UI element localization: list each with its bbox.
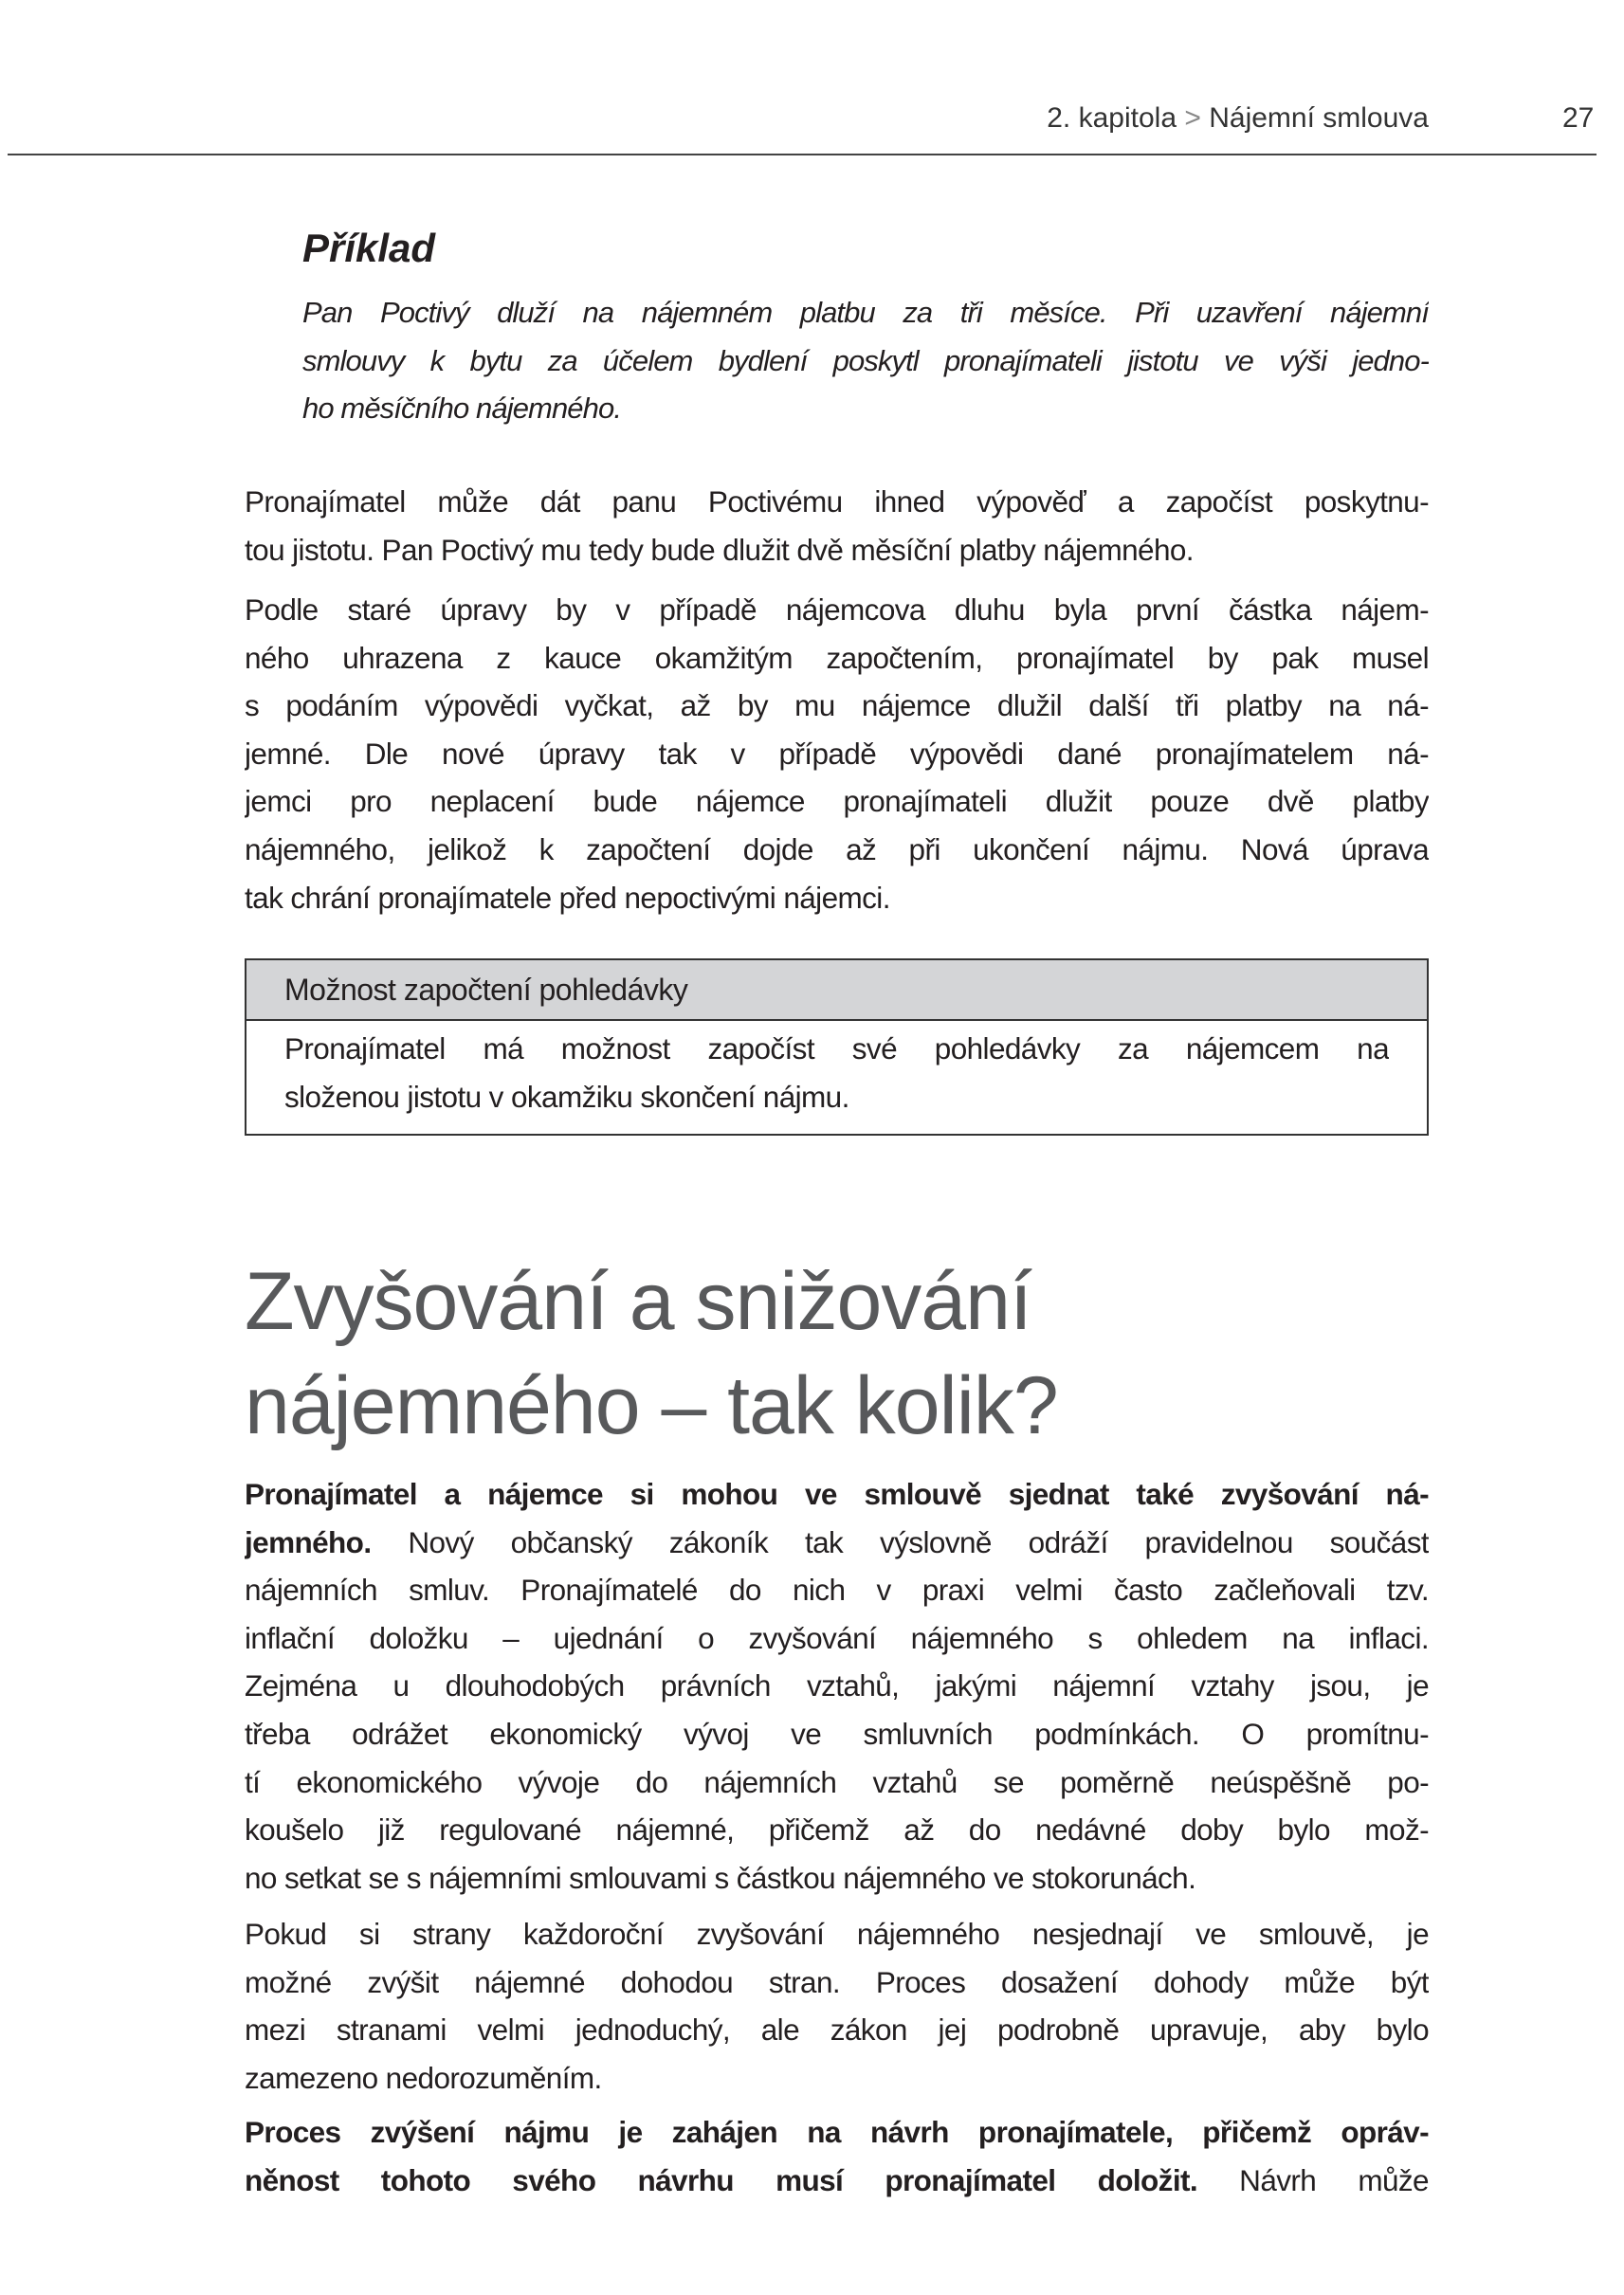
running-header xyxy=(1047,102,1429,135)
text-line: tou jistotu. Pan Poctivý mu tedy bude dlužit dvě měsíční platby nájemného. xyxy=(245,532,1194,567)
text-line xyxy=(245,2006,1429,2054)
paragraph xyxy=(245,586,1429,921)
text-line xyxy=(245,1566,1429,1614)
info-box xyxy=(245,958,1429,1136)
paragraph xyxy=(245,2108,1429,2204)
paragraph xyxy=(245,478,1429,574)
text: Zejména u dlouhodobých právních vztahů, jakými nájemní vztahy jsou, je xyxy=(245,1668,1429,1703)
section-heading-line: nájemného – tak kolik? xyxy=(245,1360,1058,1451)
text-line xyxy=(245,1958,1429,2007)
text: možné zvýšit nájemné dohodou stran. Proces dosažení dohody může být xyxy=(245,1964,1429,1999)
example-title: Příklad xyxy=(302,226,436,270)
section-heading xyxy=(245,1249,1058,1458)
text-line: ho měsíčního nájemného. xyxy=(302,392,622,426)
text-line xyxy=(245,1470,1429,1519)
text-line: Pan Poctivý dluží na nájemném platbu za tři měsíce. Při uzavření nájemní xyxy=(302,296,1429,329)
text-line xyxy=(245,2054,1429,2103)
info-box-text xyxy=(284,1025,1389,1120)
header-rule xyxy=(8,154,1597,155)
text-line: smlouvy k bytu za účelem bydlení poskytl pronajímateli jistotu ve výši jedno- xyxy=(302,343,1429,377)
info-box-title: Možnost započtení pohledávky xyxy=(246,960,1427,1021)
text: koušelo již regulované nájemné, přičemž až do nedávné doby bylo mož- xyxy=(245,1812,1429,1848)
text-line: Pronajímatel může dát panu Poctivému ihned výpověď a započíst poskytnu- xyxy=(245,484,1429,519)
text-line xyxy=(245,1806,1429,1854)
text-line xyxy=(245,1710,1429,1758)
text-line: Podle staré úpravy by v případě nájemcova dluhu byla první částka nájem- xyxy=(245,592,1429,627)
text-line: Pronajímatel má možnost započíst své pohledávky za nájemcem na xyxy=(284,1031,1389,1066)
text: zamezeno nedorozuměním. xyxy=(245,2060,602,2095)
text-line: složenou jistotu v okamžiku skončení nájmu. xyxy=(284,1079,849,1114)
text-line xyxy=(245,1614,1429,1663)
text: inflační doložku – ujednání o zvyšování nájemného s ohledem na inflaci. xyxy=(245,1620,1429,1655)
paragraph xyxy=(245,1910,1429,2102)
text: mezi stranami velmi jednoduchý, ale zákon jej podrobně upravuje, aby bylo xyxy=(245,2013,1429,2048)
text-line xyxy=(245,1758,1429,1807)
text-line xyxy=(245,1662,1429,1710)
header-section: Nájemní smlouva xyxy=(1209,102,1429,134)
text-line: ného uhrazena z kauce okamžitým započtením, pronajímatel by pak musel xyxy=(245,640,1429,675)
bold-text: něnost tohoto svého návrhu musí pronajímatel doložit. xyxy=(245,2162,1198,2197)
example-text xyxy=(302,289,1429,433)
bold-text: Proces zvýšení nájmu je zahájen na návrh pronajímatele, přičemž opráv- xyxy=(245,2115,1429,2149)
text-line: jemné. Dle nové úpravy tak v případě výpovědi dané pronajímatelem ná- xyxy=(245,736,1429,771)
section-heading-line: Zvyšování a snižování xyxy=(245,1256,1031,1347)
page-number: 27 xyxy=(1562,102,1595,134)
text: no setkat se s nájemními smlouvami s částkou nájemného ve stokorunách. xyxy=(245,1860,1196,1895)
paragraph xyxy=(245,1470,1429,1902)
text-line xyxy=(245,2157,1429,2205)
text: třeba odrážet ekonomický vývoj ve smluvních podmínkách. O promítnu- xyxy=(245,1716,1429,1751)
text-line: s podáním výpovědi vyčkat, až by mu nájemce dlužil další tři platby na ná- xyxy=(245,688,1429,723)
text-line xyxy=(245,1854,1429,1903)
text: tí ekonomického vývoje do nájemních vztahů se poměrně neúspěšně po- xyxy=(245,1764,1429,1799)
bold-text: Pronajímatel a nájemce si mohou ve smlouvě sjednat také zvyšování ná- xyxy=(245,1477,1429,1511)
text-line: nájemného, jelikož k započtení dojde až při ukončení nájmu. Nová úprava xyxy=(245,831,1429,866)
header-chapter: 2. kapitola xyxy=(1047,102,1177,134)
text: Pokud si strany každoroční zvyšování nájemného nesjednají ve smlouvě, je xyxy=(245,1917,1429,1951)
text: nájemních smluv. Pronajímatelé do nich v praxi velmi často začleňovali tzv. xyxy=(245,1573,1429,1608)
text-line xyxy=(245,1519,1429,1567)
text-line xyxy=(245,1910,1429,1958)
text-line xyxy=(245,2108,1429,2157)
header-separator: > xyxy=(1184,102,1201,134)
text: Nový občanský zákoník tak výslovně odráží pravidelnou součást xyxy=(371,1524,1429,1559)
text: Návrh může xyxy=(1197,2162,1429,2197)
bold-text: jemného. xyxy=(245,1524,372,1559)
text-line: tak chrání pronajímatele před nepoctivými nájemci. xyxy=(245,880,890,915)
text-line: jemci pro neplacení bude nájemce pronajímateli dlužit pouze dvě platby xyxy=(245,784,1429,819)
